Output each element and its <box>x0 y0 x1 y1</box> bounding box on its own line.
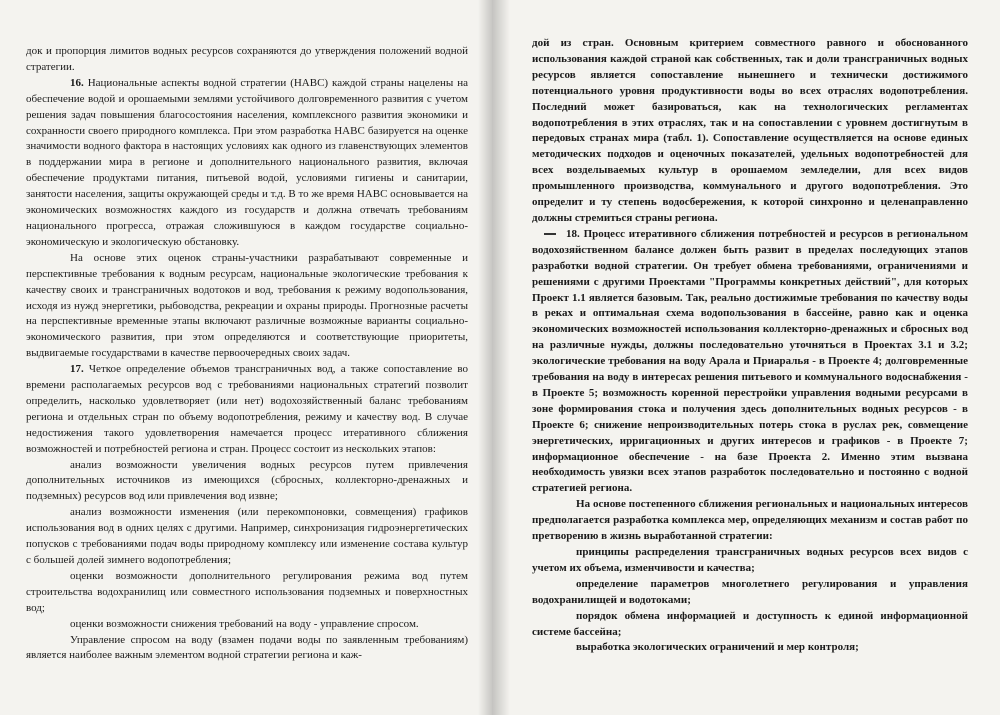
right-page <box>492 0 1000 715</box>
paragraph-number: 16. <box>70 76 84 89</box>
gutter-shadow <box>478 0 492 715</box>
paragraph-demand: Управление спросом на воду (взамен подачи воды по заявленным требованиям) является наиболее важным элементом водной стратегии региона и каж- <box>26 633 468 662</box>
list-item: оценки возможности снижения требований на воду - управление спросом. <box>70 617 419 630</box>
left-page <box>0 0 492 715</box>
paragraph-text: Национальные аспекты водной стратегии (НАВС) каждой страны нацелены на обеспечение водой и орошаемыми землями устойчивого долговременного развития с учетом решения задач повышения благосостояния населения, комплексного развития экономики и сохранности своего природного комплекса. При этом разработка НАВС базируется на оценке значимости водного фактора в настоящих условиях как одного из главенствующих элементов в поддержании мира в регионе и дополнительного национального развития, включая обеспечение продуктами питания, питьевой водой, условиями гигиены и санитарии, занятости населения, защиты окружающей среды и т.д. В то же время НАВС основывается на экономических возможностях каждого из государств и должна отвечать требованиям национального прогресса, отражая сложившуюся в каждом государстве социально-экономическую и экологическую обстановку. <box>26 76 468 248</box>
paragraph-basis: На основе постепенного сближения региональных и национальных интересов предполагается разработка комплекса мер, определяющих механизм и состав работ по претворению в жизнь выработанной стратегии: <box>532 498 968 543</box>
gutter-shadow <box>492 0 510 715</box>
margin-mark <box>544 233 556 235</box>
paragraph-16 <box>26 76 468 251</box>
paragraph-text: Процесс итеративного сближения потребностей и ресурсов в региональном водохозяйственном балансе должен быть развит в пределах последующих этапов разработки водной стратегии. Он требует обмена требованиями, ограничениями и решениями с другими Проектами "Программы конкретных действий", для которых Проект 1.1 является базовым. Так, реально достижимые требования по качеству воды в реках и оптимальная схема водопользования в бассейне, равно как и оценка экономических возможностей использования коллекторно-дренажных и сбросных вод на различные нужды, должны последовательно уточняться в Проектах 3.1 и 3.2; экологические требования на воду Арала и Приаралья - в Проекте 4; долговременные требования на воду в интересах решения питьевого и коммунального водоснабжения - в Проекте 5; возможность коренной перестройки управления водными ресурсами в зоне формирования стока и получения здесь дополнительных водных ресурсов - в Проекте 6; снижение непроизводительных потерь стока в руслах рек, совмещение энергетических, ирригационных и других интересов и графиков - в Проекте 7; информационное обеспечение - на базе Проекта 2. Именно этим вызвана необходимость увязки всех этапов разработок последовательно и постоянно с водной стратегией региона. <box>532 227 968 495</box>
list-item: анализ возможности изменения (или перекомпоновки, совмещения) графиков использования вод в одних целях с другими. Например, синхронизация гидроэнергетических попусков с требованиями подач воды природному комплексу или изменение состава культур с большей долей зимнего водопотребления; <box>26 506 468 566</box>
paragraph-number: 17. <box>70 363 84 376</box>
paragraph-basis: На основе этих оценок страны-участники разрабатывают современные и перспективные требования к водным ресурсам, национальные экологические требования к качеству своих и трансграничных водотоков и вод, требования к режиму водопользования, исходя из нужд энергетики, рыбоводства, рекреации и охраны природы. Прогнозные расчеты на перспективные временные этапы включают различные возможные варианты социально-экономического развития, при этом определяются и соответствующие приоритеты, выдвигаемые государствами в качестве первоочередных своих задач. <box>26 251 468 360</box>
list-item: анализ возможности увеличения водных ресурсов путем привлечения дополнительных источников из имеющихся (сбросных, коллекторно-дренажных и подземных) ресурсов вод или привлечения вод извне; <box>26 458 468 503</box>
paragraph-text: Четкое определение объемов трансграничных вод, а также сопоставление во времени располагаемых ресурсов вод с требованиями национальных стратегий позволит определить, насколько удовлетворяет (или нет) водохозяйственный баланс требованиям региона и отдельных стран по объему водопотребления, режиму и качеству вод. В случае недостижения такого удовлетворения намечается процесс итеративного сближения возможностей и потребностей региона и стран. Процесс состоит из нескольких этапов: <box>26 363 468 455</box>
paragraph-18 <box>532 227 968 497</box>
list-item: оценки возможности дополнительного регулирования режима вод путем строительства водохранилищ или совместного использования подземных и поверхностных вод; <box>26 569 468 614</box>
list-item: порядок обмена информацией и доступность к единой информационной системе бассейна; <box>532 609 968 638</box>
paragraph-17 <box>26 362 468 457</box>
paragraph-number: 18. <box>566 227 580 240</box>
list-item: определение параметров многолетнего регулирования и управления водохранилищей и водотоками; <box>532 577 968 606</box>
paragraph-continuation: дой из стран. Основным критерием совместного равного и обоснованного использования каждой страной как собственных, так и доли трансграничных водных ресурсов является сопоставление нынешнего и технически достижимого потенциального уровня продуктивности воды во всех отраслях водопотребления. Последний может базироваться, как на технологических регламентах водопотребления в этих отраслях, так и на сопоставлении с уровнем достигнутым в передовых странах мира (табл. 1). Сопоставление осуществляется на основе единых методических подходов и оценочных показателей, удельных водопотребностей для всех возделываемых культур в орошаемом земледелии, для всех видов промышленного производства, коммунального и другого водопотребления. Это определит и ту степень водосбережения, к которой синхронно и целенаправленно должны стремиться страны региона. <box>532 37 968 224</box>
paragraph-continuation: док и пропорция лимитов водных ресурсов сохраняются до утверждения положений водной стратегии. <box>26 45 468 73</box>
list-item: принципы распределения трансграничных водных ресурсов всех видов с учетом их объема, изменчивости и качества; <box>532 546 968 574</box>
list-item: выработка экологических ограничений и мер контроля; <box>576 641 859 654</box>
